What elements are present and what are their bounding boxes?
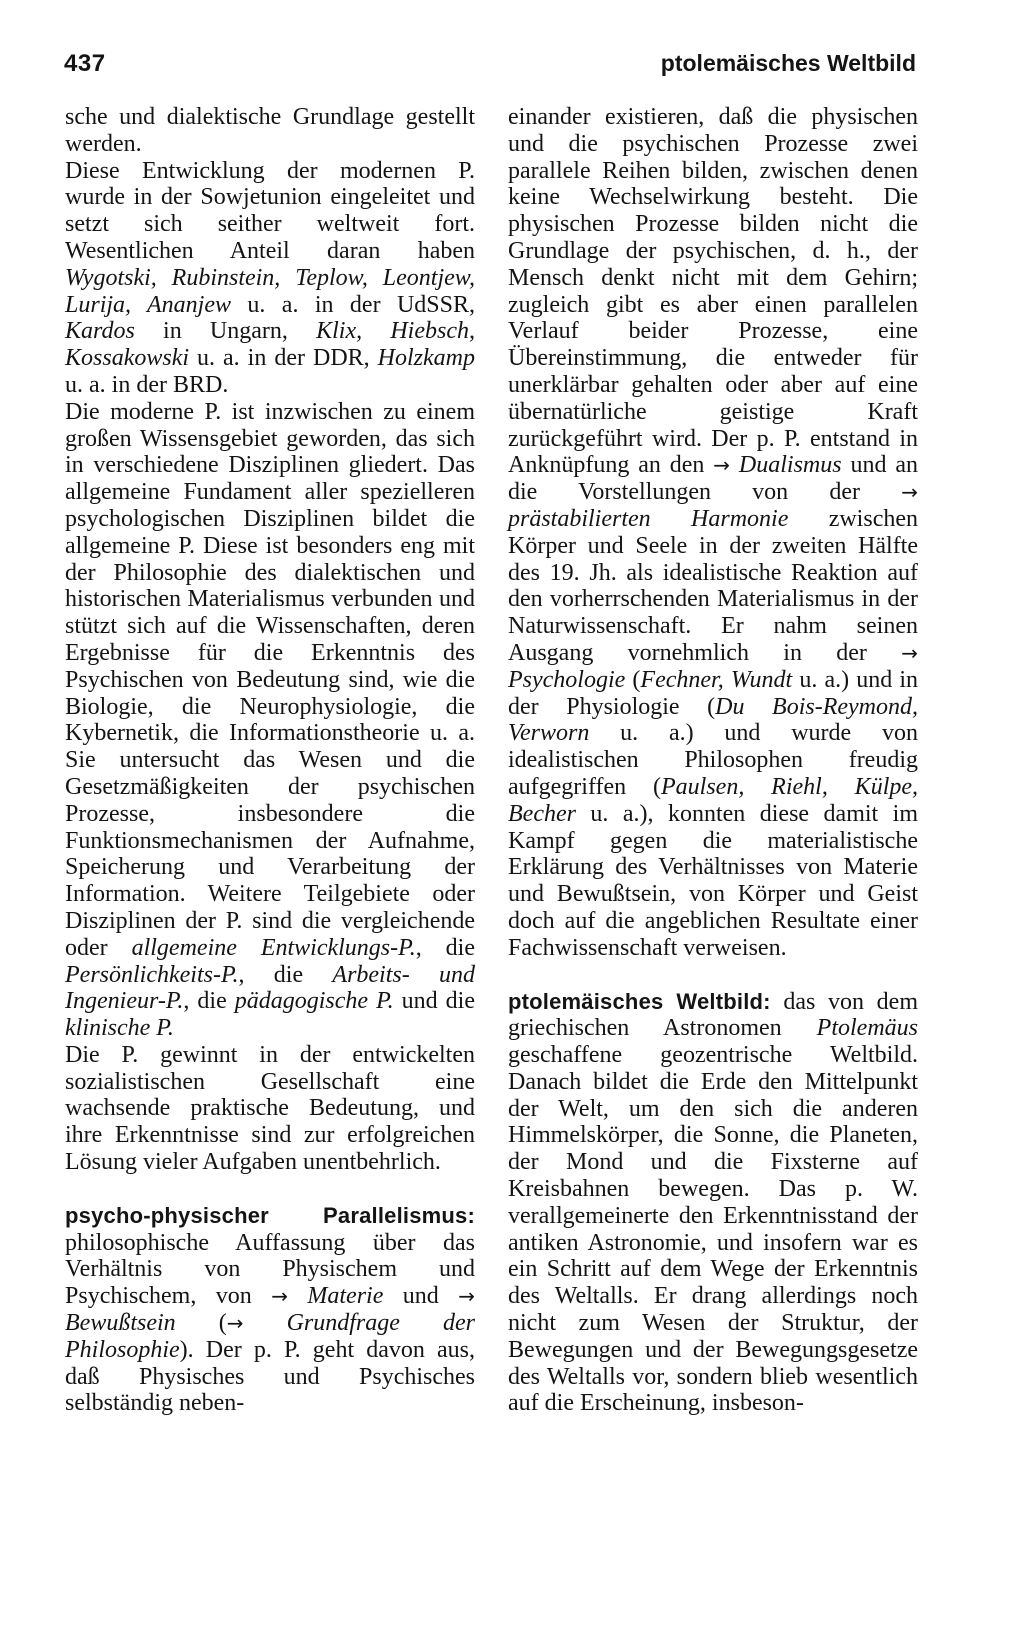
paragraph-development: Diese Entwicklung der modernen P. wurde in der Sowjetunion eingeleitet und setzt sich seither weltweit fort. Wesentlichen Anteil daran haben Wygotski, Rubinstein, Teplow, Leontjew, Lurija, Ananjew u. a. in der UdSSR, Kardos in Ungarn, Klix, Hiebsch, Kossakowski u. a. in der DDR, Holzkamp u. a. in der BRD. xyxy=(65,157,476,398)
discipline-term: klinische P. xyxy=(65,1015,174,1042)
discipline-term: pädagogische P. xyxy=(234,988,394,1015)
name-reference: Holzkamp xyxy=(377,345,475,372)
paragraph-parallelism-continued: einander existieren, daß die physischen und die psychischen Prozesse zwei parallele Reihen bilden, zwischen denen keine Wechselwirkung besteht. Die physischen Prozesse bilden nicht die Grundlage der psychischen, d. h., der Mensch denkt nicht mit dem Gehirn; zugleich gibt es aber einen parallelen Verlauf beider Prozesse, eine Übereinstimmung, die entweder für unerklärbar gehalten oder aber auf eine übernatürliche geistige Kraft zurückgeführt wird. Der p. P. entstand in Anknüpfung an den → Dualismus und an die Vorstellungen von der → prästabilierten Harmonie zwischen Körper und Seele in der zweiten Hälfte des 19. Jh. als idealistische Reaktion auf den vorherrschenden Materialismus in der Naturwissenschaft. Er nahm seinen Ausgang vornehmlich in der → Psychologie (Fechner, Wundt u. a.) und in der Physiologie (Du Bois-Reymond, Verworn u. a.) und wurde von idealistischen Philosophen freudig aufgegriffen (Paulsen, Riehl, Külpe, Becher u. a.), konnten diese damit im Kampf gegen die materialistische Erklärung des Verhältnisses von Materie und Bewußtsein, von Körper und Geist doch auf die angeblichen Resultate einer Fachwissenschaft verweisen. xyxy=(508,104,919,961)
paragraph-disciplines: Die moderne P. ist inzwischen zu einem großen Wissensgebiet geworden, das sich in verschiedene Disziplinen gliedert. Das allgemeine Fundament aller spezielleren psychologischen Disziplinen bildet die allgemeine P. Diese ist besonders eng mit der Philosophie des dialektischen und historischen Materialismus verbunden und stützt sich auf die Wissenschaften, deren Ergebnisse für die Erkenntnis des Psychischen von Bedeutung sind, wie die Biologie, die Neurophysiologie, die Kybernetik, die Informationstheorie u. a. Sie untersucht das Wesen und die Gesetzmäßigkeiten der psychischen Prozesse, insbesondere die Funktionsmechanismen der Aufnahme, Speicherung und Verarbeitung der Information. Weitere Teilgebiete oder Disziplinen der P. sind die vergleichende oder allgemeine Entwicklungs-P., die Persönlichkeits-P., die Arbeits- und Ingenieur-P., die pädagogische P. und die klinische P. xyxy=(65,398,476,1042)
page-number: 437 xyxy=(64,50,106,77)
entry-ptolemaeisches-weltbild: ptolemäisches Weltbild: das von dem griechischen Astronomen Ptolemäus geschaffene geozentrische Weltbild. Danach bildet die Erde den Mittelpunkt der Welt, um den sich die anderen Himmelskörper, die Sonne, die Planeten, der Mond und die Fixsterne auf Kreisbahnen bewegen. Das p. W. verallgemeinerte den Erkenntnisstand der antiken Astronomie, und insofern war es ein Schritt auf dem Wege der Erkenntnis des Weltalls. Er drang allerdings noch nicht zum Wesen der Struktur, der Bewegungen und der Bewegungsgesetze des Weltalls vor, sondern blieb wesentlich auf die Erscheinung, insbeson- xyxy=(508,988,918,1417)
name-reference: Wygotski, Rubinstein, Teplow, Leontjew, Lurija, Ananjew xyxy=(65,264,475,318)
name-reference: Kardos xyxy=(65,318,135,345)
cross-reference-link[interactable]: Bewußtsein xyxy=(65,1310,176,1337)
cross-reference-arrow-icon: → xyxy=(458,1284,476,1309)
name-reference: Ptolemäus xyxy=(816,1015,918,1042)
discipline-term: Persönlichkeits-P. xyxy=(65,961,239,988)
entry-psycho-physischer-parallelismus: psycho-physischer Parallelismus: philosophische Auffassung über das Verhältnis von Physischem und Psychischem, von → Materie und → Bewußtsein (→ Grundfrage der Philosophie). Der p. P. geht davon aus, daß Physisches und Psychisches selbständig neben- xyxy=(65,1202,476,1417)
cross-reference-link[interactable]: Dualismus xyxy=(738,452,842,479)
discipline-term: Arbeits- und Ingenieur-P. xyxy=(65,961,475,1015)
entry-spacer xyxy=(508,962,918,989)
paragraph-significance: Die P. gewinnt in der entwickelten sozialistischen Gesellschaft eine wachsende praktische Bedeutung, und ihre Erkenntnisse sind zur erfolgreichen Lösung vieler Aufgaben unentbehrlich. xyxy=(65,1041,475,1176)
cross-reference-link[interactable]: prästabilierten Harmonie xyxy=(508,505,789,532)
entry-headword: ptolemäisches Weltbild: xyxy=(508,988,771,1014)
name-reference: Du Bois-Reymond, Verworn xyxy=(508,693,919,747)
cross-reference-link[interactable]: Grundfrage der Philosophie xyxy=(65,1310,476,1363)
discipline-term: allgemeine Entwicklungs-P. xyxy=(131,934,416,961)
left-column xyxy=(65,104,475,1417)
right-column xyxy=(508,104,918,1417)
name-reference: Fechner, Wundt xyxy=(640,666,793,693)
cross-reference-arrow-icon: → xyxy=(713,453,731,478)
cross-reference-link[interactable]: Materie xyxy=(307,1283,384,1310)
entry-spacer xyxy=(65,1176,475,1203)
cross-reference-arrow-icon: → xyxy=(901,480,918,505)
cross-reference-arrow-icon: → xyxy=(901,640,918,665)
name-reference: Klix, Hiebsch, Kossakowski xyxy=(65,318,475,372)
name-reference: Paulsen, Riehl, Külpe, Becher xyxy=(508,773,919,827)
entry-headword: psycho-physischer Parallelismus: xyxy=(65,1202,475,1228)
cross-reference-arrow-icon: → xyxy=(226,1311,244,1336)
cross-reference-link[interactable]: Psychologie xyxy=(508,666,626,693)
paragraph-continuation: sche und dialektische Grundlage gestellt werden. xyxy=(65,104,475,157)
running-head: ptolemäisches Weltbild xyxy=(660,50,916,76)
cross-reference-arrow-icon: → xyxy=(271,1284,288,1309)
